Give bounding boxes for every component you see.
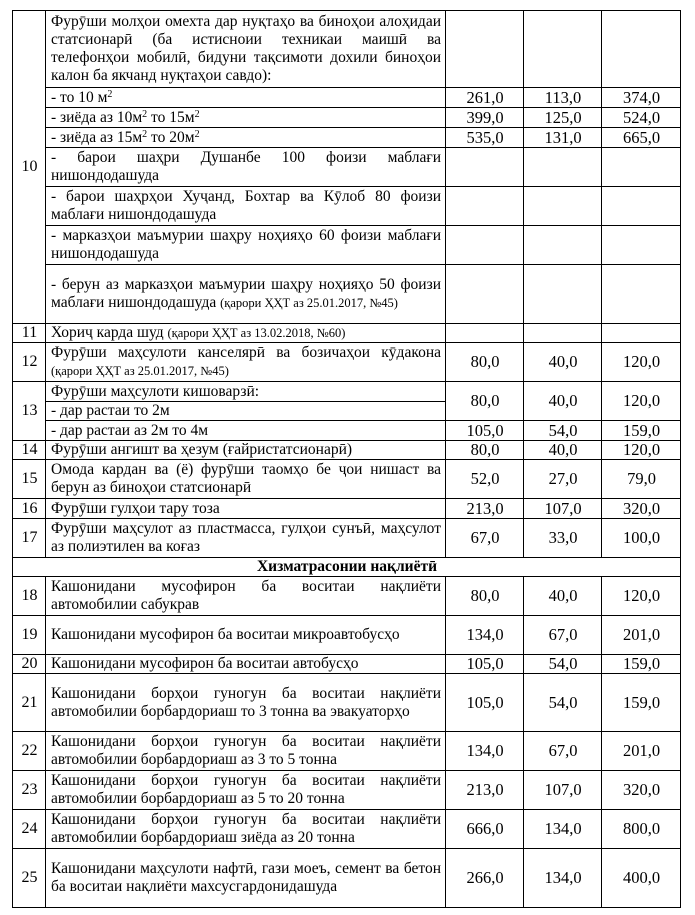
value-cell: 120,0 bbox=[602, 577, 681, 616]
row-description bbox=[46, 324, 446, 343]
value-cell: 107,0 bbox=[524, 771, 602, 810]
row-number: 16 bbox=[13, 499, 46, 519]
value-cell: 120,0 bbox=[602, 441, 681, 460]
value-cell: 665,0 bbox=[602, 128, 681, 148]
value-cell: 666,0 bbox=[446, 810, 524, 849]
subitem-text: - зиёда аз 10м bbox=[51, 108, 143, 126]
table-row bbox=[13, 441, 681, 460]
value-cell: 261,0 bbox=[446, 88, 524, 108]
value-cell: 320,0 bbox=[602, 499, 681, 519]
superscript: 2 bbox=[107, 88, 113, 100]
table-row bbox=[13, 226, 681, 265]
value-cell bbox=[446, 11, 524, 88]
table-row bbox=[13, 810, 681, 849]
section-header-row bbox=[13, 558, 681, 577]
row-number: 23 bbox=[13, 771, 46, 810]
row-subitem: - дар растаи аз 2м то 4м bbox=[46, 421, 446, 441]
decree-reference: (қарори ҲҲТ аз 13.02.2018, №60) bbox=[167, 326, 346, 340]
table-row bbox=[13, 108, 681, 128]
table-row bbox=[13, 732, 681, 771]
value-cell: 67,0 bbox=[524, 732, 602, 771]
table-row bbox=[13, 187, 681, 226]
row-description: Фурӯши гулҳои тару тоза bbox=[46, 499, 446, 519]
table-row bbox=[13, 616, 681, 655]
value-cell: 40,0 bbox=[524, 382, 602, 421]
tariff-document bbox=[12, 10, 681, 908]
value-cell: 79,0 bbox=[602, 460, 681, 499]
row-description: Кашонидани мусофирон ба воситаи нақлиёти автомобилии сабукрав bbox=[46, 577, 446, 616]
value-cell: 40,0 bbox=[524, 441, 602, 460]
value-cell: 266,0 bbox=[446, 849, 524, 908]
row-description: Кашонидани мусофирон ба воситаи автобусҳо bbox=[46, 655, 446, 674]
row-number: 19 bbox=[13, 616, 46, 655]
value-cell: 40,0 bbox=[524, 577, 602, 616]
value-cell: 54,0 bbox=[524, 655, 602, 674]
value-cell: 535,0 bbox=[446, 128, 524, 148]
table-row bbox=[13, 771, 681, 810]
table-row bbox=[13, 88, 681, 108]
value-cell: 134,0 bbox=[524, 810, 602, 849]
row-number: 25 bbox=[13, 849, 46, 908]
value-cell: 27,0 bbox=[524, 460, 602, 499]
row-description: Кашонидани борҳои гуногун ба воситаи нақлиёти автомобилии борбардориаш то 3 тонна ва эвакуаторҳо bbox=[46, 674, 446, 732]
table-row bbox=[13, 265, 681, 324]
value-cell: 159,0 bbox=[602, 421, 681, 441]
value-cell bbox=[602, 324, 681, 343]
value-cell: 131,0 bbox=[524, 128, 602, 148]
value-cell bbox=[602, 11, 681, 88]
row-number: 20 bbox=[13, 655, 46, 674]
row-note: - барои шаҳрҳои Хуҷанд, Бохтар ва Кӯлоб 80 фоизи маблағи нишондодашуда bbox=[46, 187, 446, 226]
subitem-text: - то 10 м bbox=[51, 88, 108, 106]
row-description: Фурӯши маҳсулот аз пластмасса, гулҳои сунъӣ, маҳсулот аз полиэтилен ва коғаз bbox=[46, 519, 446, 558]
table-row bbox=[13, 499, 681, 519]
row-number: 12 bbox=[13, 343, 46, 382]
value-cell: 105,0 bbox=[446, 674, 524, 732]
subitem-text: то 15м bbox=[147, 108, 195, 126]
row-number: 21 bbox=[13, 674, 46, 732]
table-row bbox=[13, 519, 681, 558]
value-cell: 213,0 bbox=[446, 499, 524, 519]
table-row bbox=[13, 577, 681, 616]
section-title: Хизматрасонии нақлиётӣ bbox=[13, 558, 681, 577]
value-cell: 524,0 bbox=[602, 108, 681, 128]
row-number: 17 bbox=[13, 519, 46, 558]
row-number: 15 bbox=[13, 460, 46, 499]
table-row bbox=[13, 148, 681, 187]
value-cell bbox=[446, 265, 524, 324]
value-cell: 107,0 bbox=[524, 499, 602, 519]
description-text: Фурӯши маҳсулоти канселярӣ ва бозичаҳои кӯдакона bbox=[51, 344, 441, 361]
value-cell: 374,0 bbox=[602, 88, 681, 108]
value-cell: 125,0 bbox=[524, 108, 602, 128]
row-note: - барои шаҳри Душанбе 100 фоизи маблағи нишондодашуда bbox=[46, 148, 446, 187]
tariff-table bbox=[12, 10, 681, 908]
table-row bbox=[13, 849, 681, 908]
table-row bbox=[13, 421, 681, 441]
value-cell bbox=[602, 226, 681, 265]
row-subitem bbox=[46, 88, 446, 108]
value-cell: 80,0 bbox=[446, 577, 524, 616]
row-note bbox=[46, 265, 446, 324]
value-cell bbox=[524, 11, 602, 88]
value-cell bbox=[524, 148, 602, 187]
value-cell bbox=[524, 226, 602, 265]
value-cell bbox=[446, 324, 524, 343]
value-cell: 52,0 bbox=[446, 460, 524, 499]
value-cell: 100,0 bbox=[602, 519, 681, 558]
value-cell: 120,0 bbox=[602, 343, 681, 382]
row-description bbox=[46, 343, 446, 382]
value-cell bbox=[602, 148, 681, 187]
value-cell: 320,0 bbox=[602, 771, 681, 810]
value-cell: 80,0 bbox=[446, 382, 524, 421]
value-cell: 80,0 bbox=[446, 343, 524, 382]
table-row bbox=[13, 655, 681, 674]
value-cell bbox=[524, 187, 602, 226]
value-cell: 134,0 bbox=[524, 849, 602, 908]
value-cell: 67,0 bbox=[524, 616, 602, 655]
value-cell bbox=[602, 187, 681, 226]
value-cell: 201,0 bbox=[602, 732, 681, 771]
row-description: Кашонидани борҳои гуногун ба воситаи нақлиёти автомобилии борбардориаш зиёда аз 20 тонна bbox=[46, 810, 446, 849]
value-cell: 67,0 bbox=[446, 519, 524, 558]
value-cell: 113,0 bbox=[524, 88, 602, 108]
value-cell: 159,0 bbox=[602, 674, 681, 732]
row-number: 18 bbox=[13, 577, 46, 616]
value-cell: 134,0 bbox=[446, 616, 524, 655]
value-cell bbox=[602, 265, 681, 324]
value-cell: 105,0 bbox=[446, 655, 524, 674]
value-cell: 399,0 bbox=[446, 108, 524, 128]
value-cell: 213,0 bbox=[446, 771, 524, 810]
value-cell bbox=[524, 324, 602, 343]
row-description: Фурӯши ангишт ва ҳезум (ғайристатсионарӣ) bbox=[46, 441, 446, 460]
row-number: 14 bbox=[13, 441, 46, 460]
superscript: 2 bbox=[142, 128, 148, 140]
superscript: 2 bbox=[142, 108, 148, 120]
note-text: - берун аз марказҳои маъмурии шаҳру ноҳияҳо 50 фоизи маблағи нишондодашуда bbox=[51, 276, 441, 311]
value-cell: 159,0 bbox=[602, 655, 681, 674]
subitem-text: - зиёда аз 15м bbox=[51, 128, 143, 146]
row-description: Фурӯши маҳсулоти кишоварзӣ: bbox=[46, 382, 446, 402]
value-cell: 40,0 bbox=[524, 343, 602, 382]
row-number: 11 bbox=[13, 324, 46, 343]
value-cell: 105,0 bbox=[446, 421, 524, 441]
row-number: 24 bbox=[13, 810, 46, 849]
value-cell: 201,0 bbox=[602, 616, 681, 655]
value-cell: 134,0 bbox=[446, 732, 524, 771]
superscript: 2 bbox=[194, 108, 200, 120]
value-cell: 800,0 bbox=[602, 810, 681, 849]
row-description: Фурӯши молҳои омехта дар нуқтаҳо ва биноҳои алоҳидаи статсионарӣ (ба истисноии техникаи маишӣ ва телефонҳои мобилӣ, бидуни тақсимоти дохили биноҳои калон ба якчанд нуқтаҳои савдо): bbox=[46, 11, 446, 88]
row-subitem bbox=[46, 108, 446, 128]
table-row bbox=[13, 128, 681, 148]
value-cell: 400,0 bbox=[602, 849, 681, 908]
table-row bbox=[13, 324, 681, 343]
table-row bbox=[13, 382, 681, 402]
value-cell bbox=[524, 265, 602, 324]
value-cell bbox=[446, 148, 524, 187]
row-note: - марказҳои маъмурии шаҳру ноҳияҳо 60 фоизи маблағи нишондодашуда bbox=[46, 226, 446, 265]
table-row bbox=[13, 674, 681, 732]
value-cell: 120,0 bbox=[602, 382, 681, 421]
row-description: Кашонидани борҳои гуногун ба воситаи нақлиёти автомобилии борбардориаш аз 5 то 20 тонна bbox=[46, 771, 446, 810]
table-row bbox=[13, 11, 681, 88]
row-number: 13 bbox=[13, 382, 46, 441]
row-description: Кашонидани борҳои гуногун ба воситаи нақлиёти автомобилии борбардориаш аз 3 то 5 тонна bbox=[46, 732, 446, 771]
row-number: 22 bbox=[13, 732, 46, 771]
decree-reference: (қарори ҲҲТ аз 25.01.2017, №45) bbox=[220, 296, 398, 310]
value-cell: 54,0 bbox=[524, 674, 602, 732]
value-cell: 54,0 bbox=[524, 421, 602, 441]
value-cell bbox=[446, 226, 524, 265]
row-description: Кашонидани маҳсулоти нафтӣ, гази моеъ, семент ва бетон ба воситаи нақлиёти махсусгардонидашуда bbox=[46, 849, 446, 908]
table-row bbox=[13, 343, 681, 382]
row-description: Омода кардан ва (ё) фурӯши таомҳо бе ҷои нишаст ва берун аз биноҳои статсионарӣ bbox=[46, 460, 446, 499]
decree-reference: (қарори ҲҲТ аз 25.01.2017, №45) bbox=[51, 364, 229, 378]
value-cell: 80,0 bbox=[446, 441, 524, 460]
value-cell bbox=[446, 187, 524, 226]
row-subitem bbox=[46, 128, 446, 148]
superscript: 2 bbox=[194, 128, 200, 140]
row-description: Кашонидани мусофирон ба воситаи микроавтобусҳо bbox=[46, 616, 446, 655]
row-subitem: - дар растаи то 2м bbox=[46, 402, 446, 421]
value-cell: 33,0 bbox=[524, 519, 602, 558]
subitem-text: то 20м bbox=[147, 128, 195, 146]
description-text: Хориҷ карда шуд bbox=[51, 324, 168, 341]
row-number: 10 bbox=[13, 11, 46, 324]
table-row bbox=[13, 460, 681, 499]
